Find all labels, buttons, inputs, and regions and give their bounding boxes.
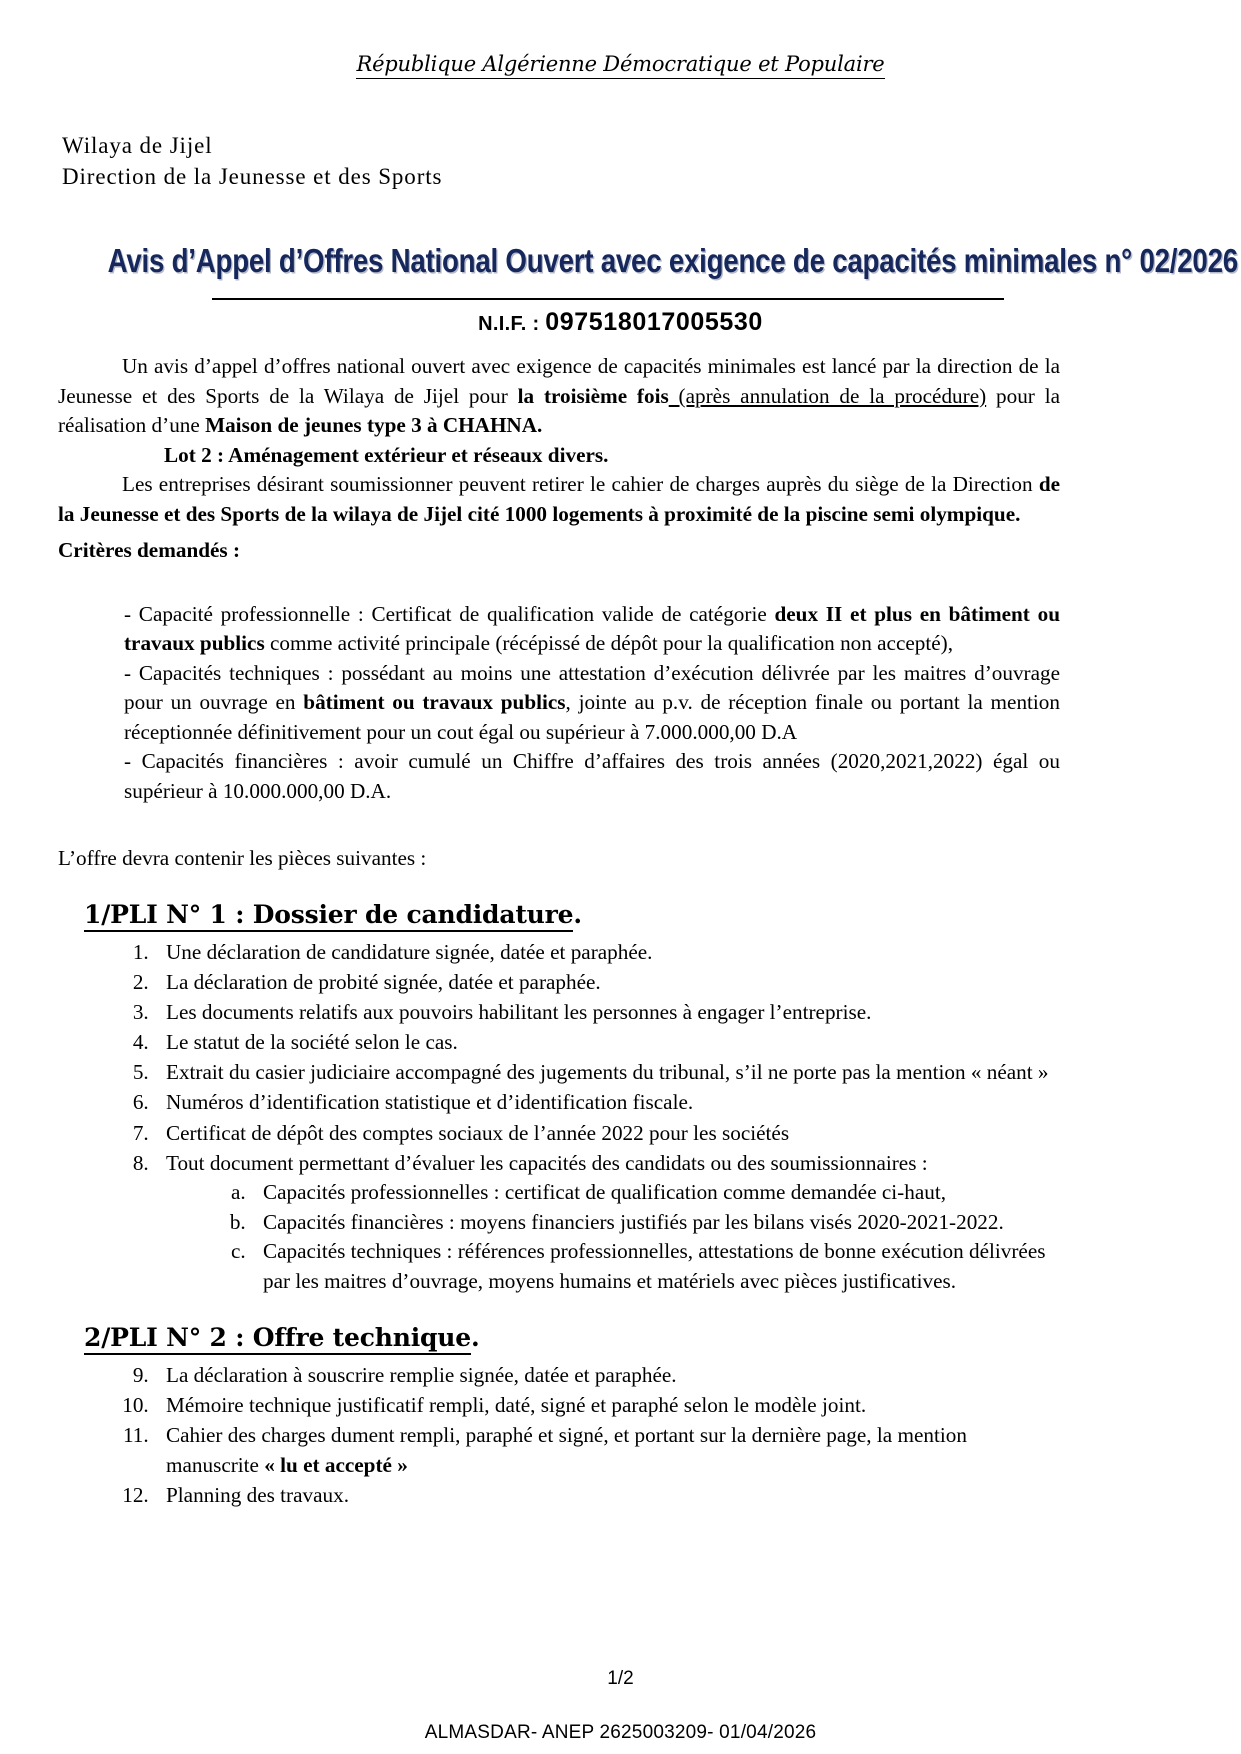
criteria-item [124,600,1060,659]
footer-reference: ALMASDAR- ANEP 2625003209- 01/04/2026 [424,1722,817,1743]
direction-line: Direction de la Jeunesse et des Sports [62,164,443,189]
pli-1-dot: . [573,899,582,929]
list-item: 6. Numéros d’identification statistique et d’identification fiscale. [154,1088,1060,1118]
list-item: 4. Le statut de la société selon le cas. [154,1028,1060,1058]
nif-line [0,308,1241,337]
criteria-item-part2: , jointe au p.v. de réception finale ou portant la mention réceptionnée définitivement pour un cout égal ou supérieur à 7.000.000,00 D.A [124,690,1060,744]
criteria-item [124,747,1060,806]
criteria-item-part1: - Capacité professionnelle : Certificat de qualification valide de catégorie [124,601,775,626]
intro-bold2: Maison de jeunes type 3 à CHAHNA. [205,413,543,437]
sub-list-item: a. Capacités professionnelles : certificat de qualification comme demandée ci-haut, [251,1178,1060,1208]
offer-intro: L’offre devra contenir les pièces suivantes : [58,846,427,870]
list-item: 12. Planning des travaux. [154,1481,1060,1511]
intro-part1: Un avis d’appel d’offres national ouvert avec exigence de capacités minimales est lancé par la direction de la Jeunesse et des Sports de la Wilaya de Jijel pour [58,354,1060,408]
list-item: 9. La déclaration à souscrire remplie signée, datée et paraphée. [154,1361,1060,1391]
sub-list-item: b. Capacités financières : moyens financiers justifiés par les bilans visés 2020-2021-2022. [251,1208,1060,1238]
republic-header [0,52,1241,76]
criteria-item-bold: bâtiment ou travaux publics [303,690,566,714]
intro-bold1: la troisième fois [517,383,669,408]
pli-1-prefix: 1/PLI N° 1 [84,900,227,932]
list-item [154,1421,1060,1480]
criteria-block [124,600,1060,807]
republic-header-text: République Algérienne Démocratique et Populaire [356,52,884,79]
pli-1-sub-list [166,1178,1060,1296]
criteria-item-part1: - Capacités techniques : possédant au moins une attestation d’exécution délivrée par les maitres d’ouvrage pour un ouvrage en [124,660,1060,714]
tender-title: Avis d’Appel d’Offres National Ouvert avec exigence de capacités minimales n° 02/2026 [107,242,1238,279]
list-item: 7. Certificat de dépôt des comptes sociaux de l’année 2022 pour les sociétés [154,1119,1060,1149]
list-item-text: Cahier des charges dument rempli, paraphé et signé, et portant sur la dernière page, la mention manuscrite [166,1423,967,1477]
criteria-item-part2: comme activité principale (récépissé de dépôt pour la qualification non accepté), [264,631,953,655]
pli-1-suffix: : Dossier de candidature [227,900,574,932]
pli-2-heading [84,1323,1060,1353]
list-item: 2. La déclaration de probité signée, datée et paraphée. [154,968,1060,998]
list-item: 10. Mémoire technique justificatif rempli, daté, signé et paraphé selon le modèle joint. [154,1391,1060,1421]
pli-1-list [58,938,1060,1297]
list-item: 5. Extrait du casier judiciaire accompagné des jugements du tribunal, s’il ne porte pas la mention « néant » [154,1058,1060,1088]
intro-part2: pour la réalisation d’une [58,383,1060,437]
document-body [58,352,1060,1511]
intro-paragraph [58,352,1060,441]
list-item-bold: « lu et accepté » [264,1452,408,1477]
wilaya-line: Wilaya de Jijel [62,133,213,158]
list-item: 3. Les documents relatifs aux pouvoirs habilitant les personnes à engager l’entreprise. [154,998,1060,1028]
list-item: 1. Une déclaration de candidature signée, datée et paraphée. [154,938,1060,968]
tender-title-wrap [0,242,1241,284]
retrieval-part1: Les entreprises désirant soumissionner peuvent retirer le cahier de charges auprès du siège de la Direction [122,472,1039,496]
list-item-text: Tout document permettant d’évaluer les capacités des candidats ou des soumissionnaires : [166,1150,928,1175]
pli-2-suffix: : Offre technique [227,1323,471,1355]
title-divider [212,298,1004,300]
retrieval-paragraph [58,470,1060,529]
list-item [154,1149,1060,1297]
retrieval-bold1: de la Jeunesse et des Sports de la wilaya de Jijel cité 1000 logements à proximité de la piscine semi olympique. [58,472,1060,526]
criteria-item-part1: - Capacités financières : avoir cumulé un Chiffre d’affaires des trois années (2020,2021,2022) égal ou supérieur à 10.000.000,00 D.A. [124,749,1060,803]
organization-block [62,130,442,192]
criteria-heading: Critères demandés : [58,538,241,562]
criteria-item [124,659,1060,748]
pli-2-list [58,1361,1060,1510]
criteria-item-bold: deux II et plus en bâtiment ou travaux publics [124,601,1060,655]
pli-2-dot: . [470,1322,480,1352]
nif-label: N.I.F. : [478,313,546,335]
pli-1-heading [84,900,1060,930]
nif-value: 097518017005530 [545,308,763,336]
intro-underline1: (après annulation de la procédure) [668,383,987,408]
sub-list-item: c. Capacités techniques : références professionnelles, attestations de bonne exécution délivrées par les maitres d’ouvrage, moyens humains et matériels avec pièces justificatives. [251,1237,1060,1296]
pli-2-prefix: 2/PLI N° 2 [84,1323,227,1355]
page-number: 1/2 [607,1668,634,1689]
lot-line: Lot 2 : Aménagement extérieur et réseaux divers. [164,442,609,467]
